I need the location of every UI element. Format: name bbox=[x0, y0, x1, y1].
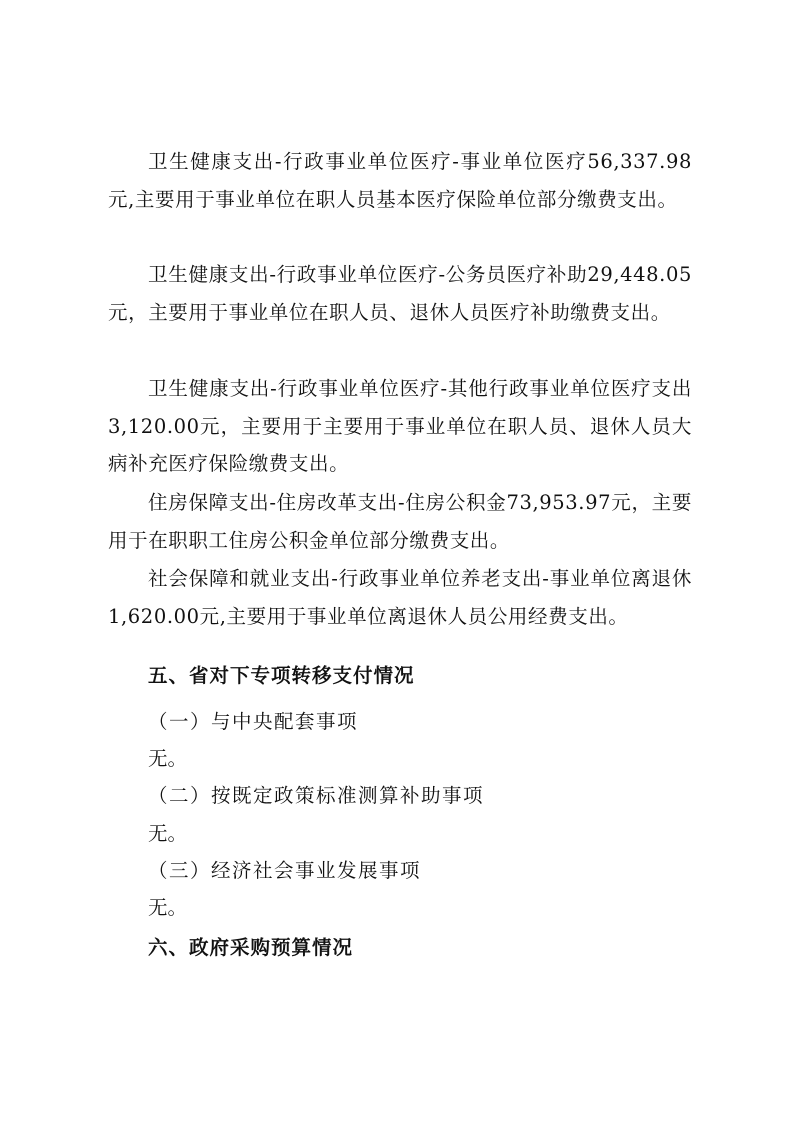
section-6-heading: 六、政府采购预算情况 bbox=[148, 936, 354, 959]
section-5-heading: 五、省对下专项转移支付情况 bbox=[148, 664, 415, 687]
section-5-item-3-content: 无。 bbox=[148, 896, 188, 919]
section-5-item-3-title: （三）经济社会事业发展事项 bbox=[148, 859, 422, 882]
paragraph-other-medical: 卫生健康支出-行政事业单位医疗-其他行政事业单位医疗支出3,120.00元，主要用于主要用于事业单位在职人员、退休人员大病补充医疗保险缴费支出。 bbox=[108, 377, 692, 475]
section-5-item-2-title: （二）按既定政策标准测算补助事项 bbox=[148, 784, 485, 807]
paragraph-health-institution-medical: 卫生健康支出-行政事业单位医疗-事业单位医疗56,337.98元,主要用于事业单位在职人员基本医疗保险单位部分缴费支出。 bbox=[108, 150, 692, 211]
section-5-item-2-content: 无。 bbox=[148, 822, 188, 845]
paragraph-retirement: 社会保障和就业支出-行政事业单位养老支出-事业单位离退休1,620.00元,主要用于事业单位离退休人员公用经费支出。 bbox=[108, 567, 692, 628]
section-5-item-1-title: （一）与中央配套事项 bbox=[148, 710, 359, 733]
paragraph-housing-fund: 住房保障支出-住房改革支出-住房公积金73,953.97元，主要用于在职职工住房公积金单位部分缴费支出。 bbox=[108, 491, 692, 552]
paragraph-civil-servant-medical-subsidy: 卫生健康支出-行政事业单位医疗-公务员医疗补助29,448.05元，主要用于事业单位在职人员、退休人员医疗补助缴费支出。 bbox=[108, 263, 692, 324]
section-5-item-1-content: 无。 bbox=[148, 747, 188, 770]
